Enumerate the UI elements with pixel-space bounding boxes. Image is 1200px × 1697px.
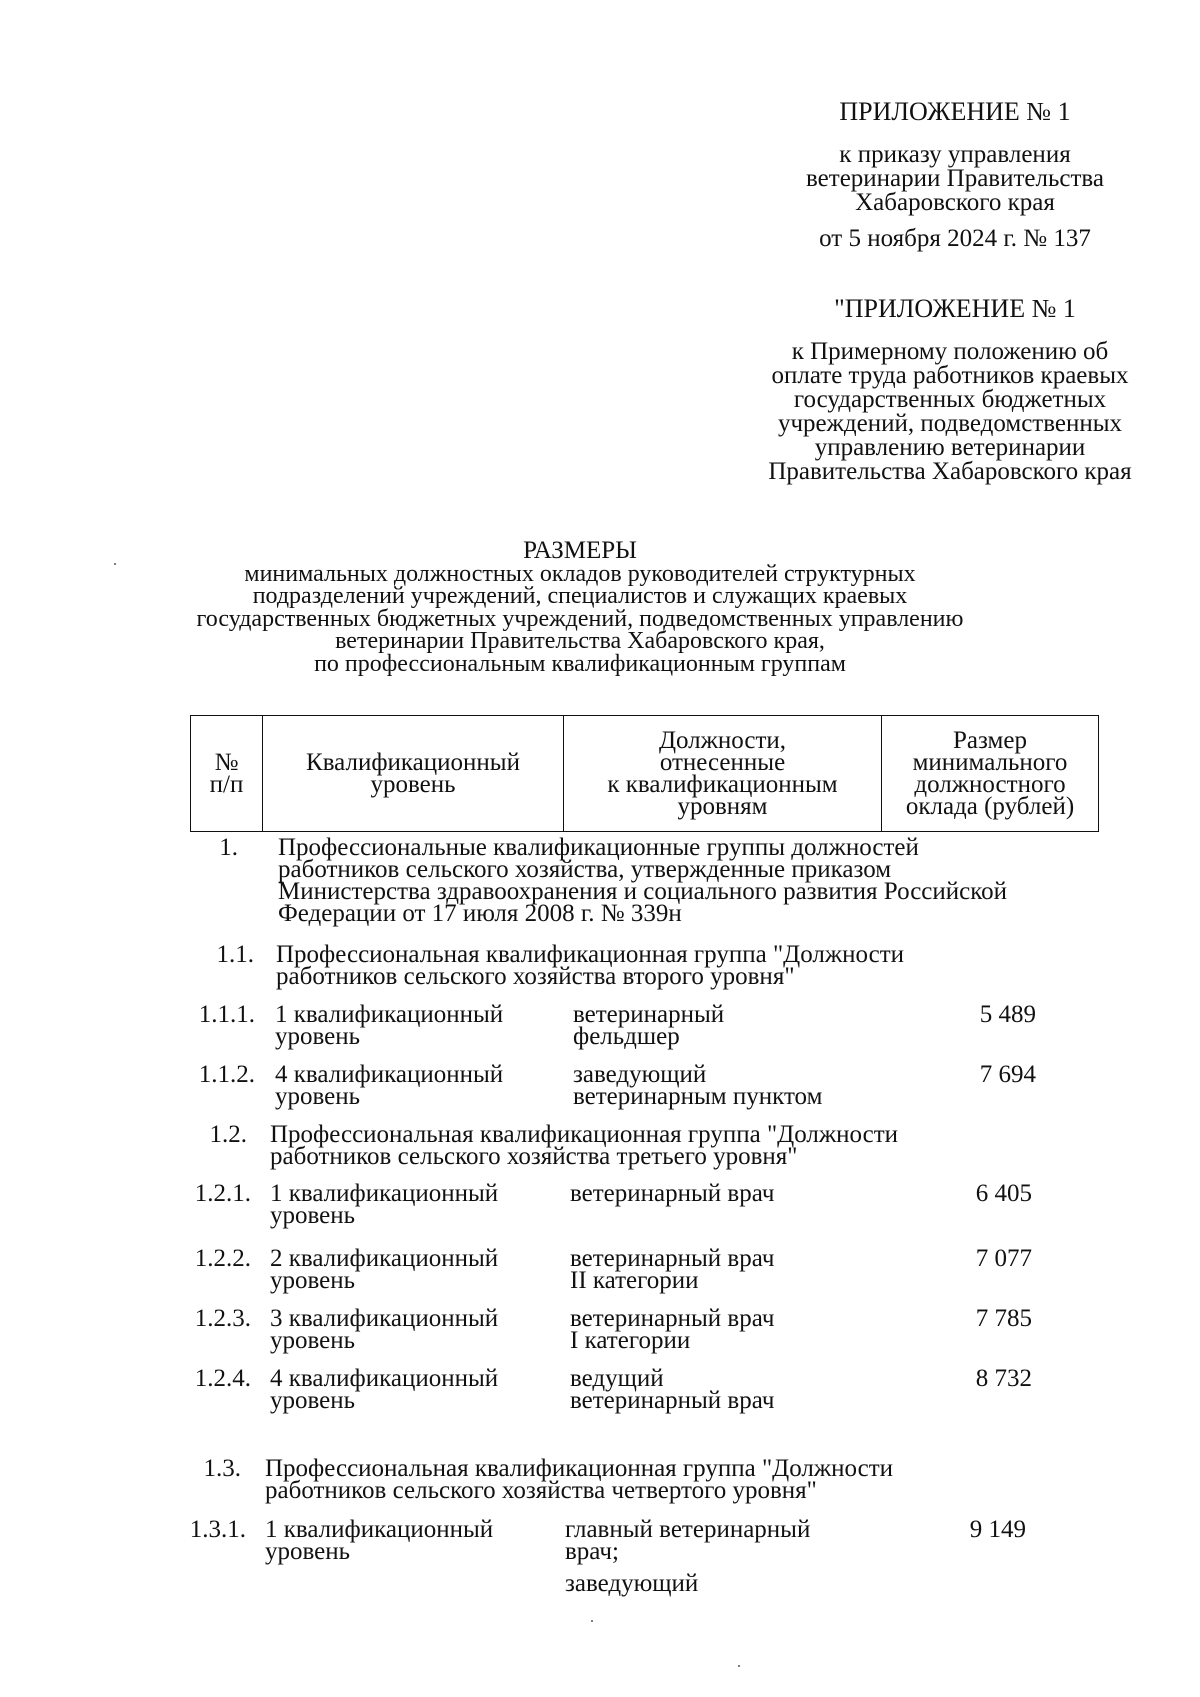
order-line: к приказу управления <box>839 141 1071 168</box>
position-cell: ветеринарный врач <box>570 1180 775 1207</box>
subgroup-title: Профессиональная квалификационная группа "Должности работников сельского хозяйства третьего уровня" <box>270 1121 899 1170</box>
position-cell: ветеринарный врач I категории <box>570 1305 775 1354</box>
subgroup-title: Профессиональная квалификационная группа "Должности работников сельского хозяйства четвертого уровня" <box>265 1455 894 1504</box>
header-cell-level: Квалификационный уровень <box>263 716 564 832</box>
title-line: подразделений учреждений, специалистов и служащих краевых <box>252 583 908 609</box>
subgroup-title: Профессиональная квалификационная группа "Должности работников сельского хозяйства второго уровня" <box>276 941 905 990</box>
row-number: 1.1.1. <box>198 1001 255 1028</box>
row-number: 1.3. <box>203 1455 241 1482</box>
regulation-line: к Примерному положению об <box>791 338 1109 365</box>
regulation-line: Правительства Хабаровского края <box>768 458 1132 485</box>
regulation-line: учреждений, подведомственных <box>777 410 1123 437</box>
group-title: Профессиональные квалификационные группы должностей работников сельского хозяйства, утвержденные приказом Министерства здравоохранения и социального развития Российской Федерации от 17 июля 2008 г. № 339н <box>278 834 1008 927</box>
row-number: 1. <box>219 834 238 861</box>
position-cell: ветеринарный врач II категории <box>570 1245 775 1294</box>
row-number: 1.3.1. <box>189 1516 246 1543</box>
salary-cell: 9 149 <box>969 1516 1026 1543</box>
header-cell-position: Должности, отнесенные к квалификационным уровням <box>564 716 882 832</box>
salary-cell: 7 785 <box>975 1305 1032 1332</box>
scan-speck <box>738 1665 740 1667</box>
regulation-reference <box>700 340 1200 484</box>
row-number: 1.2.1. <box>194 1180 251 1207</box>
regulation-line: оплате труда работников краевых <box>771 362 1129 389</box>
order-date <box>745 227 1165 251</box>
position-cell: ведущий ветеринарный врач <box>570 1365 775 1414</box>
header-cell-salary: Размер минимального должностного оклада (рублей) <box>882 716 1099 832</box>
document-title <box>180 537 980 677</box>
row-number: 1.1. <box>216 941 254 968</box>
appendix-header <box>780 97 1130 126</box>
title-line: ветеринарии Правительства Хабаровского края, <box>335 628 825 654</box>
order-reference <box>745 143 1165 215</box>
header-cell-number: № п/п <box>191 716 263 832</box>
row-number: 1.2.2. <box>194 1245 251 1272</box>
title-line: по профессиональным квалификационным группам <box>314 650 846 677</box>
level-cell: 1 квалификационный уровень <box>275 1001 504 1050</box>
level-cell: 1 квалификационный уровень <box>270 1180 499 1229</box>
appendix-title: ПРИЛОЖЕНИЕ № 1 <box>839 97 1071 126</box>
order-line: ветеринарии Правительства <box>806 165 1104 192</box>
row-number: 1.1.2. <box>198 1061 255 1088</box>
position-cell: заведующий ветеринарным пунктом <box>573 1061 823 1110</box>
order-line: Хабаровского края <box>855 189 1055 216</box>
salary-cell: 5 489 <box>979 1001 1036 1028</box>
row-number: 1.2.3. <box>194 1305 251 1332</box>
scan-speck <box>591 1620 593 1622</box>
row-number: 1.2. <box>209 1121 247 1148</box>
table-header <box>190 715 1099 832</box>
order-date-text: от 5 ноября 2024 г. № 137 <box>819 225 1091 252</box>
regulation-line: государственных бюджетных <box>793 386 1107 413</box>
regulation-appendix-title: "ПРИЛОЖЕНИЕ № 1 <box>834 294 1076 323</box>
title-line: минимальных должностных окладов руководителей структурных <box>244 560 916 587</box>
row-number: 1.2.4. <box>194 1365 251 1392</box>
level-cell: 4 квалификационный уровень <box>275 1061 504 1110</box>
level-cell: 1 квалификационный уровень <box>265 1516 494 1565</box>
salary-cell: 7 694 <box>979 1061 1036 1088</box>
regulation-line: управлению ветеринарии <box>814 434 1086 461</box>
salary-cell: 8 732 <box>975 1365 1032 1392</box>
position-cell: главный ветеринарный врач; заведующий <box>565 1516 811 1597</box>
position-cell: ветеринарный фельдшер <box>573 1001 725 1050</box>
salary-cell: 6 405 <box>975 1180 1032 1207</box>
level-cell: 3 квалификационный уровень <box>270 1305 499 1354</box>
title-line: государственных бюджетных учреждений, подведомственных управлению <box>196 605 964 632</box>
level-cell: 2 квалификационный уровень <box>270 1245 499 1294</box>
scan-speck <box>114 563 116 565</box>
level-cell: 4 квалификационный уровень <box>270 1365 499 1414</box>
document-title-main: РАЗМЕРЫ <box>523 537 637 564</box>
salary-cell: 7 077 <box>975 1245 1032 1272</box>
regulation-appendix-header <box>770 294 1140 323</box>
